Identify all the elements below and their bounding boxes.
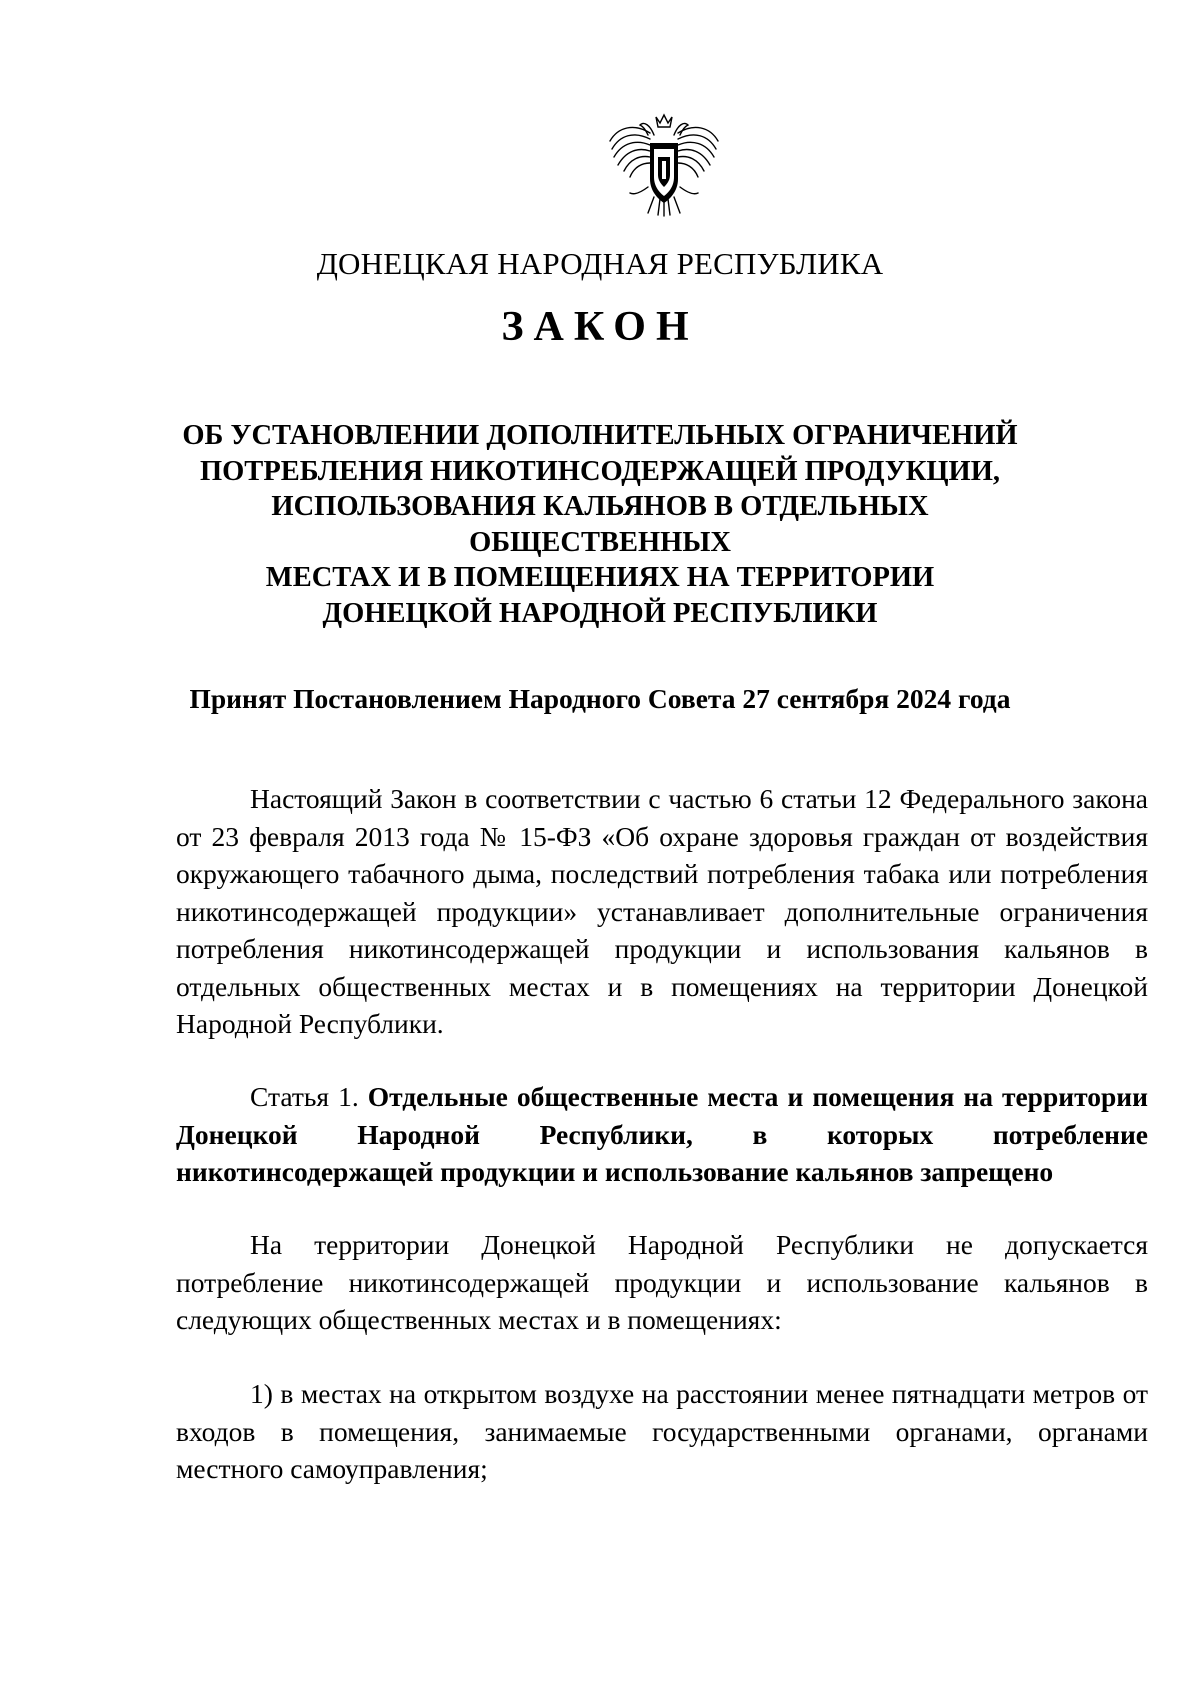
article-1-heading — [176, 1078, 1148, 1191]
article-1-paragraph: На территории Донецкой Народной Республики не допускается потребление никотинсодержащей продукции и использование кальянов в следующих общественных местах и в помещениях: — [176, 1229, 1148, 1335]
adoption-note: Принят Постановлением Народного Совета 27 сентября 2024 года — [189, 683, 1011, 714]
law-title — [150, 418, 1050, 631]
double-headed-eagle-emblem-icon — [604, 113, 724, 218]
article-1-title: Отдельные общественные места и помещения на территории Донецкой Народной Республики, в которых потребление никотинсодержащей продукции и использование кальянов запрещено — [176, 1081, 1148, 1187]
law-title-line: ДОНЕЦКОЙ НАРОДНОЙ РЕСПУБЛИКИ — [322, 597, 878, 629]
article-1-item-1: 1) в местах на открытом воздухе на расстоянии менее пятнадцати метров от входов в помещения, занимаемые государственными органами, органами местного самоуправления; — [176, 1378, 1148, 1484]
law-title-line: ОБ УСТАНОВЛЕНИИ ДОПОЛНИТЕЛЬНЫХ ОГРАНИЧЕНИЙ — [182, 420, 1018, 451]
law-title-line: МЕСТАХ И В ПОМЕЩЕНИЯХ НА ТЕРРИТОРИИ — [265, 562, 935, 593]
preamble-paragraph: Настоящий Закон в соответствии с частью 6 статьи 12 Федерального закона от 23 февраля 2013 года № 15-ФЗ «Об охране здоровья граждан от воздействия окружающего табачного дыма, последствий потребления табака или потребления никотинсодержащей продукции» устанавливает дополнительные ограничения потребления никотинсодержащей продукции и использования кальянов в отдельных общественных местах и в помещениях на территории Донецкой Народной Республики. — [176, 783, 1148, 1039]
document-type: ЗАКОН — [501, 304, 699, 350]
republic-name: ДОНЕЦКАЯ НАРОДНАЯ РЕСПУБЛИКА — [316, 246, 884, 281]
law-title-line: ПОТРЕБЛЕНИЯ НИКОТИНСОДЕРЖАЩЕЙ ПРОДУКЦИИ, — [199, 455, 1001, 487]
article-1-label: Статья 1. — [250, 1081, 359, 1112]
law-title-line: ИСПОЛЬЗОВАНИЯ КАЛЬЯНОВ В ОТДЕЛЬНЫХ ОБЩЕСТВЕННЫХ — [271, 491, 929, 558]
